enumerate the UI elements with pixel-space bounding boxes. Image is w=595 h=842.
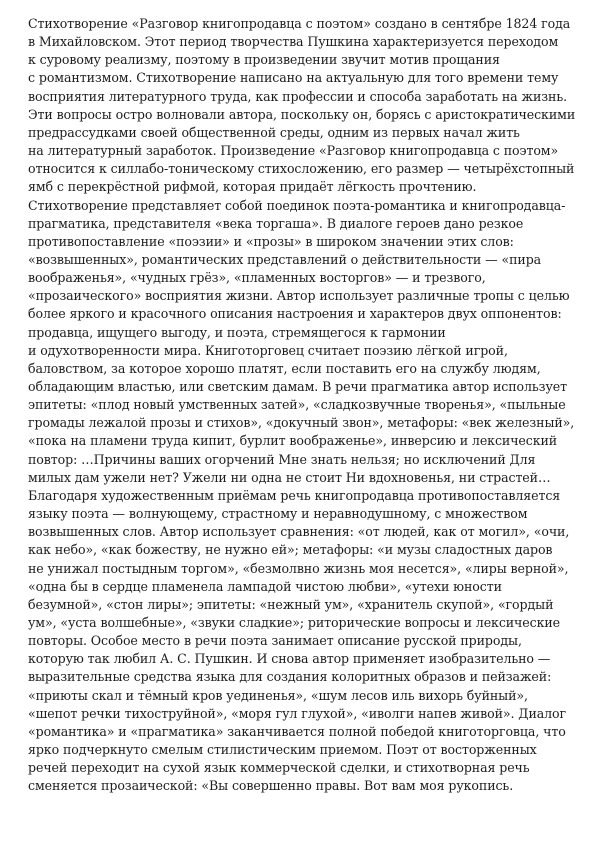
text-line: противопоставление «поэзии» и «прозы» в широком значении этих слов: [28,233,514,249]
text-line: ярко подчеркнуто смелым стилистическим приемом. Поэт от восторженных [28,742,537,757]
text-line: сменяется прозаической: «Вы совершенно правы. Вот вам моя рукопись. [28,778,514,794]
text-line: Стихотворение «Разговор книгопродавца с поэтом» создано в сентябре 1824 года [28,16,571,31]
text-line: которую так любил А. С. Пушкин. И снова автор применяет изобразительно — [28,651,551,667]
text-line: «шепот речки тихоструйной», «моря гул глухой», «иволги напев живой». Диалог [28,705,567,721]
text-line: ум», «уста волшебные», «звуки сладкие»; риторические вопросы и лексические [28,614,561,630]
text-line: языку поэта — волнующему, страстному и неравнодушному, с множеством [28,506,528,522]
text-line: не унижал постыдным торгом», «безмолвно жизнь моя несется», «лиры верной», [28,560,569,576]
text-line: «романтика» и «прагматика» заканчивается полной победой книготорговца, что [28,723,566,739]
text-line: «приюты скал и тёмный кров уединенья», «шум лесов иль вихорь буйный», [28,687,528,703]
text-line: ямб с перекрёстной рифмой, которая придаёт лёгкость прочтению. [28,179,477,195]
text-line: эпитеты: «плод новый умственных затей», «сладкозвучные творенья», «пыльные [28,397,566,413]
text-line: воображенья», «чудных грёз», «пламенных восторгов» — и трезвого, [28,270,486,286]
text-line: «прозаического» восприятия жизни. Автор использует различные тропы с целью [28,288,570,304]
text-line: баловством, за которое хорошо платят, если поставить его на службу людям, [28,360,541,376]
text-line: и одухотворенности мира. Книготорговец считает поэзию лёгкой игрой, [28,342,508,358]
text-line: «возвышенных», романтических представлений о действительности — «пира [28,251,542,267]
text-line: предрассудками своей общественной среды, одним из первых начал жить [28,124,520,140]
text-line: повтор: …Причины ваших огорчений Мне знать нельзя; но исключений Для [28,451,536,467]
text-line: восприятия литературного труда, как профессии и способа заработать на жизнь. [28,88,567,104]
text-line: «одна бы в сердце пламенела лампадой чистою любви», «утехи юности [28,578,502,594]
text-line: выразительные средства языка для создания колоритных образов и пейзажей: [28,669,552,685]
text-line: прагматика, представителя «века торгаша». В диалоге героев дано резкое [28,215,524,231]
text-line: безумной», «стон лиры»; эпитеты: «нежный ум», «хранитель скупой», «гордый [28,596,554,612]
text-line: громады лежалой прозы и стихов», «докучный звон», метафоры: «век железный», [28,415,575,431]
text-line: как небо», «как божеству, не нужно ей»; метафоры: «и музы сладостных даров [28,542,553,558]
text-line: милых дам ужели нет? Ужели ни одна не стоит Ни вдохновенья, ни страстей… [28,469,551,485]
text-line: продавца, ищущего выгоду, и поэта, стремящегося к гармонии [28,324,446,340]
text-line: Благодаря художественным приёмам речь книгопродавца противопоставляется [28,487,561,503]
text-line: относится к силлабо-тоническому стихосложению, его размер — четырёхстопный [28,161,575,177]
text-line: с романтизмом. Стихотворение написано на актуальную для того времени тему [28,70,559,86]
text-line: Эти вопросы остро волновали автора, поскольку он, борясь с аристократическими [28,106,576,122]
text-line: «пока на пламени труда кипит, бурлит воображенье», инверсию и лексический [28,433,558,449]
text-line: Стихотворение представляет собой поединок поэта-романтика и книгопродавца- [28,197,566,213]
text-line: более яркого и красочного описания настроения и характеров двух оппонентов: [28,306,562,322]
text-line: на литературный заработок. Произведение «Разговор книгопродавца с поэтом» [28,143,559,159]
text-line: обладающим властью, или светским дамам. В речи прагматика автор использует [28,379,567,394]
text-line: речей переходит на сухой язык коммерческой сделки, и стихотворная речь [28,760,530,776]
text-line: возвышенных слов. Автор использует сравнения: «от людей, как от могил», «очи, [28,524,570,540]
text-line: к суровому реализму, поэтому в произведении звучит мотив прощания [28,52,500,68]
text-line: повторы. Особое место в речи поэта занимает описание русской природы, [28,633,522,649]
text-line: в Михайловском. Этот период творчества Пушкина характеризуется переходом [28,34,559,50]
